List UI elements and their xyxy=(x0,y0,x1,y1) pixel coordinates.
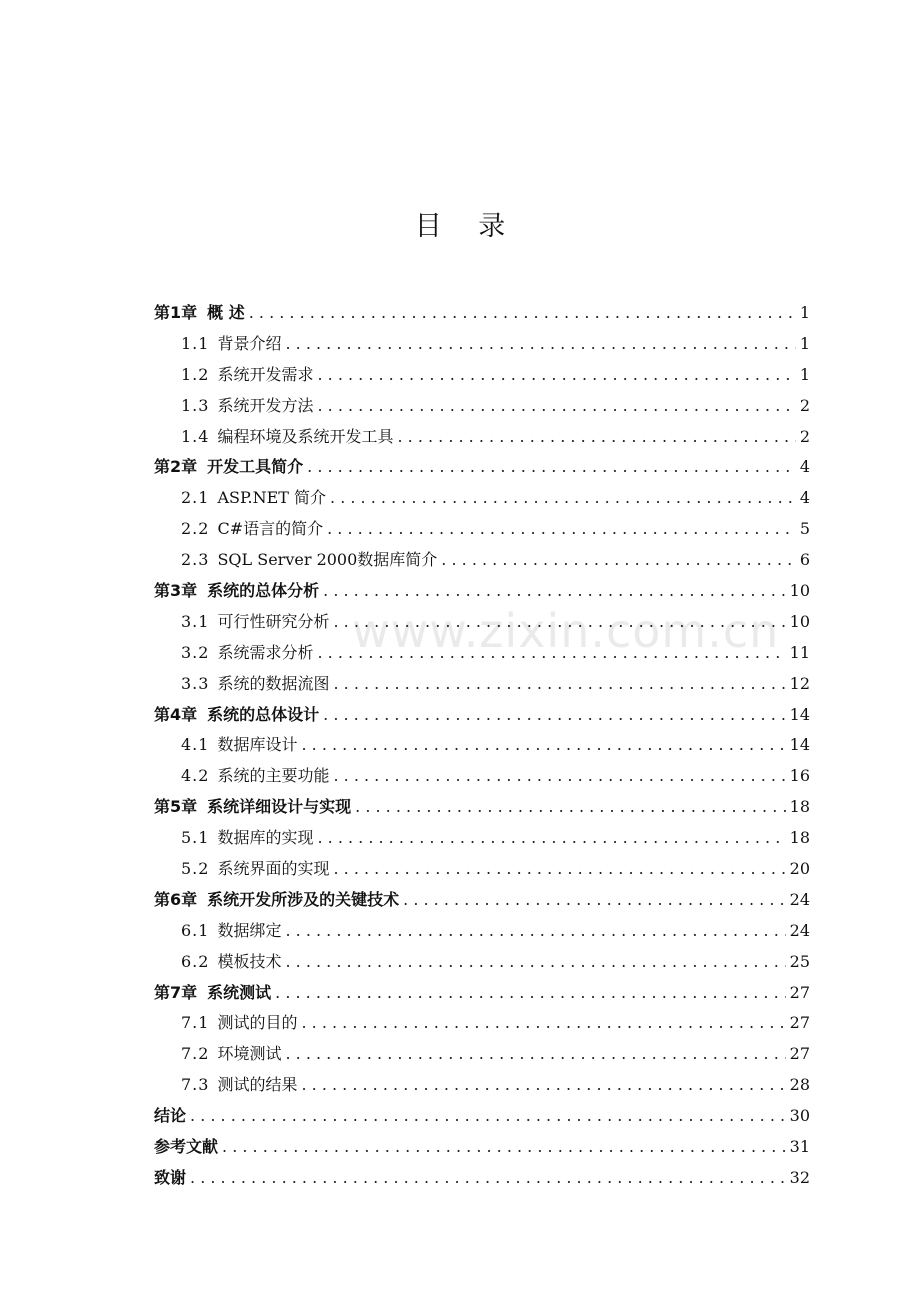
dot-leader xyxy=(301,730,785,761)
toc-chapter-entry[interactable] xyxy=(154,1101,810,1132)
toc-page-number: 30 xyxy=(789,1106,810,1126)
dot-leader xyxy=(301,1008,785,1039)
toc-entry-number: 3.3 xyxy=(181,673,210,693)
dot-leader xyxy=(317,823,785,854)
toc-section-entry[interactable] xyxy=(154,391,810,422)
toc-page-number: 28 xyxy=(789,1075,810,1095)
toc-page-number: 2 xyxy=(799,426,810,446)
toc-section-entry[interactable] xyxy=(154,422,810,453)
toc-page-number: 18 xyxy=(789,797,810,817)
toc-entry-title: 数据库的实现 xyxy=(217,828,314,848)
dot-leader xyxy=(327,514,796,545)
toc-chapter-entry[interactable] xyxy=(154,1163,810,1194)
toc-entry-title: 系统开发所涉及的关键技术 xyxy=(207,889,400,909)
dot-leader xyxy=(323,576,785,607)
toc-page-number: 27 xyxy=(789,982,810,1002)
dot-leader xyxy=(355,792,785,823)
toc-page-number: 24 xyxy=(789,920,810,940)
toc-entry-label xyxy=(181,638,313,669)
toc-entry-label xyxy=(154,885,399,916)
toc-entry-number: 2.2 xyxy=(181,519,210,539)
toc-entry-label xyxy=(181,514,323,545)
toc-section-entry[interactable] xyxy=(154,1039,810,1070)
toc-page-number: 25 xyxy=(789,951,810,971)
dot-leader xyxy=(222,1132,786,1163)
toc-entry-label xyxy=(181,854,329,885)
dot-leader xyxy=(317,360,795,391)
toc-entry-label xyxy=(154,452,303,483)
toc-page-number: 12 xyxy=(789,673,810,693)
toc-entry-number: 6.2 xyxy=(181,951,210,971)
toc-entry-label xyxy=(181,730,297,761)
dot-leader xyxy=(190,1163,786,1194)
toc-section-entry[interactable] xyxy=(154,730,810,761)
toc-page-number: 32 xyxy=(789,1167,810,1187)
toc-entry-number: 第1章 xyxy=(154,303,198,322)
toc-section-entry[interactable] xyxy=(154,761,810,792)
dot-leader xyxy=(190,1101,786,1132)
toc-entry-number: 第5章 xyxy=(154,797,198,817)
toc-chapter-entry[interactable] xyxy=(154,700,810,731)
dot-leader xyxy=(317,638,785,669)
toc-page-number: 10 xyxy=(789,611,810,631)
toc-entry-title: 环境测试 xyxy=(217,1044,282,1064)
toc-entry-title: 系统测试 xyxy=(207,982,272,1002)
toc-page-number: 5 xyxy=(799,519,810,539)
toc-entry-label xyxy=(181,329,281,360)
toc-entry-title: 测试的目的 xyxy=(217,1013,298,1033)
toc-entry-label xyxy=(181,1008,297,1039)
toc-entry-title: 系统开发方法 xyxy=(217,395,314,415)
toc-entry-number: 2.3 xyxy=(181,550,210,570)
dot-leader xyxy=(249,298,796,329)
toc-entry-label xyxy=(181,1070,297,1101)
toc-entry-label xyxy=(181,391,313,422)
toc-entry-label xyxy=(154,576,319,607)
toc-page-number: 4 xyxy=(799,488,810,508)
toc-entry-title: 概 述 xyxy=(207,303,245,322)
toc-entry-label xyxy=(181,916,281,947)
toc-entry-number: 1.3 xyxy=(181,395,210,415)
toc-entry-label xyxy=(181,483,326,514)
toc-section-entry[interactable] xyxy=(154,1008,810,1039)
toc-section-entry[interactable] xyxy=(154,514,810,545)
toc-entry-number: 第7章 xyxy=(154,982,198,1002)
toc-entry-title: 编程环境及系统开发工具 xyxy=(217,426,394,446)
toc-entry-title: 开发工具简介 xyxy=(207,457,304,477)
dot-leader xyxy=(285,947,785,978)
toc-entry-label xyxy=(154,700,319,731)
toc-section-entry[interactable] xyxy=(154,854,810,885)
table-of-contents xyxy=(154,298,810,1194)
toc-entry-title: 系统的数据流图 xyxy=(217,673,330,693)
toc-entry-label xyxy=(154,1163,186,1194)
toc-entry-label xyxy=(154,792,351,823)
toc-chapter-entry[interactable] xyxy=(154,792,810,823)
dot-leader xyxy=(301,1070,785,1101)
toc-entry-title: 数据库设计 xyxy=(217,735,298,755)
dot-leader xyxy=(403,885,785,916)
toc-section-entry[interactable] xyxy=(154,607,810,638)
toc-entry-title: 背景介绍 xyxy=(217,333,282,353)
toc-chapter-entry[interactable] xyxy=(154,885,810,916)
toc-page-number: 2 xyxy=(799,395,810,415)
toc-entry-title: C#语言的简介 xyxy=(217,519,324,539)
dot-leader xyxy=(397,422,795,453)
toc-chapter-entry[interactable] xyxy=(154,1132,810,1163)
toc-entry-title: SQL Server 2000数据库简介 xyxy=(217,550,438,570)
dot-leader xyxy=(330,483,796,514)
toc-entry-title: 参考文献 xyxy=(154,1137,219,1157)
toc-entry-number: 第6章 xyxy=(154,889,198,909)
toc-entry-number: 5.2 xyxy=(181,859,210,879)
toc-section-entry[interactable] xyxy=(154,916,810,947)
dot-leader xyxy=(317,391,795,422)
toc-page-number: 10 xyxy=(789,581,810,601)
toc-section-entry[interactable] xyxy=(154,669,810,700)
toc-entry-label xyxy=(154,298,245,329)
toc-entry-number: 1.2 xyxy=(181,364,210,384)
toc-entry-title: 系统详细设计与实现 xyxy=(207,797,352,817)
toc-page-number: 14 xyxy=(789,735,810,755)
toc-entry-title: 模板技术 xyxy=(217,951,282,971)
toc-page-number: 27 xyxy=(789,1044,810,1064)
toc-entry-number: 6.1 xyxy=(181,920,210,940)
toc-entry-number: 3.1 xyxy=(181,611,210,631)
toc-entry-label xyxy=(154,1101,186,1132)
toc-entry-label xyxy=(181,823,313,854)
toc-entry-number: 1.4 xyxy=(181,426,210,446)
toc-entry-label xyxy=(181,1039,281,1070)
toc-entry-title: 系统开发需求 xyxy=(217,364,314,384)
toc-section-entry[interactable] xyxy=(154,329,810,360)
dot-leader xyxy=(285,1039,785,1070)
toc-section-entry[interactable] xyxy=(154,545,810,576)
toc-entry-title: 致谢 xyxy=(154,1167,187,1187)
toc-page-number: 18 xyxy=(789,828,810,848)
toc-page-number: 24 xyxy=(789,889,810,909)
toc-entry-title: ASP.NET 简介 xyxy=(217,488,327,508)
toc-entry-number: 第4章 xyxy=(154,704,198,724)
toc-entry-title: 系统的主要功能 xyxy=(217,766,330,786)
toc-entry-label xyxy=(181,761,329,792)
toc-section-entry[interactable] xyxy=(154,638,810,669)
toc-page-number: 14 xyxy=(789,704,810,724)
toc-entry-number: 5.1 xyxy=(181,828,210,848)
dot-leader xyxy=(333,761,785,792)
toc-entry-number: 2.1 xyxy=(181,488,210,508)
toc-entry-label xyxy=(181,607,329,638)
toc-chapter-entry[interactable] xyxy=(154,978,810,1009)
toc-chapter-entry[interactable] xyxy=(154,452,810,483)
toc-section-entry[interactable] xyxy=(154,947,810,978)
toc-entry-title: 系统的总体分析 xyxy=(207,581,320,601)
watermark: www.zixin.com.cn xyxy=(352,604,780,658)
toc-entry-number: 第2章 xyxy=(154,457,198,477)
toc-entry-label xyxy=(181,669,329,700)
toc-page-number: 1 xyxy=(799,333,810,353)
dot-leader xyxy=(333,669,785,700)
toc-page-number: 1 xyxy=(799,364,810,384)
toc-entry-number: 1.1 xyxy=(181,333,210,353)
toc-entry-number: 第3章 xyxy=(154,581,198,601)
toc-chapter-entry[interactable] xyxy=(154,298,810,329)
toc-entry-title: 系统需求分析 xyxy=(217,642,314,662)
toc-entry-label xyxy=(181,947,281,978)
toc-entry-number: 7.1 xyxy=(181,1013,210,1033)
toc-entry-title: 结论 xyxy=(154,1106,187,1126)
toc-page-number: 1 xyxy=(799,303,810,322)
toc-page-number: 27 xyxy=(789,1013,810,1033)
page-title: 目 录 xyxy=(414,211,520,242)
dot-leader xyxy=(285,329,795,360)
toc-entry-number: 3.2 xyxy=(181,642,210,662)
toc-page-number: 6 xyxy=(799,550,810,570)
toc-entry-label xyxy=(181,360,313,391)
toc-section-entry[interactable] xyxy=(154,360,810,391)
dot-leader xyxy=(307,452,796,483)
toc-entry-title: 系统界面的实现 xyxy=(217,859,330,879)
toc-page-number: 4 xyxy=(799,457,810,477)
dot-leader xyxy=(285,916,785,947)
toc-entry-label xyxy=(181,545,437,576)
toc-entry-label xyxy=(154,1132,218,1163)
dot-leader xyxy=(275,978,785,1009)
toc-page-number: 31 xyxy=(789,1137,810,1157)
toc-entry-label xyxy=(154,978,271,1009)
toc-entry-title: 可行性研究分析 xyxy=(217,611,330,631)
toc-entry-title: 系统的总体设计 xyxy=(207,704,320,724)
toc-entry-label xyxy=(181,422,393,453)
toc-entry-title: 测试的结果 xyxy=(217,1075,298,1095)
dot-leader xyxy=(333,854,785,885)
toc-entry-number: 7.2 xyxy=(181,1044,210,1064)
toc-section-entry[interactable] xyxy=(154,823,810,854)
toc-page-number: 20 xyxy=(789,859,810,879)
toc-entry-title: 数据绑定 xyxy=(217,920,282,940)
toc-chapter-entry[interactable] xyxy=(154,576,810,607)
toc-section-entry[interactable] xyxy=(154,483,810,514)
toc-page-number: 11 xyxy=(789,642,810,662)
dot-leader xyxy=(323,700,785,731)
dot-leader xyxy=(441,545,796,576)
toc-page-number: 16 xyxy=(789,766,810,786)
dot-leader xyxy=(333,607,785,638)
toc-entry-number: 4.1 xyxy=(181,735,210,755)
toc-entry-number: 4.2 xyxy=(181,766,210,786)
toc-entry-number: 7.3 xyxy=(181,1075,210,1095)
toc-section-entry[interactable] xyxy=(154,1070,810,1101)
